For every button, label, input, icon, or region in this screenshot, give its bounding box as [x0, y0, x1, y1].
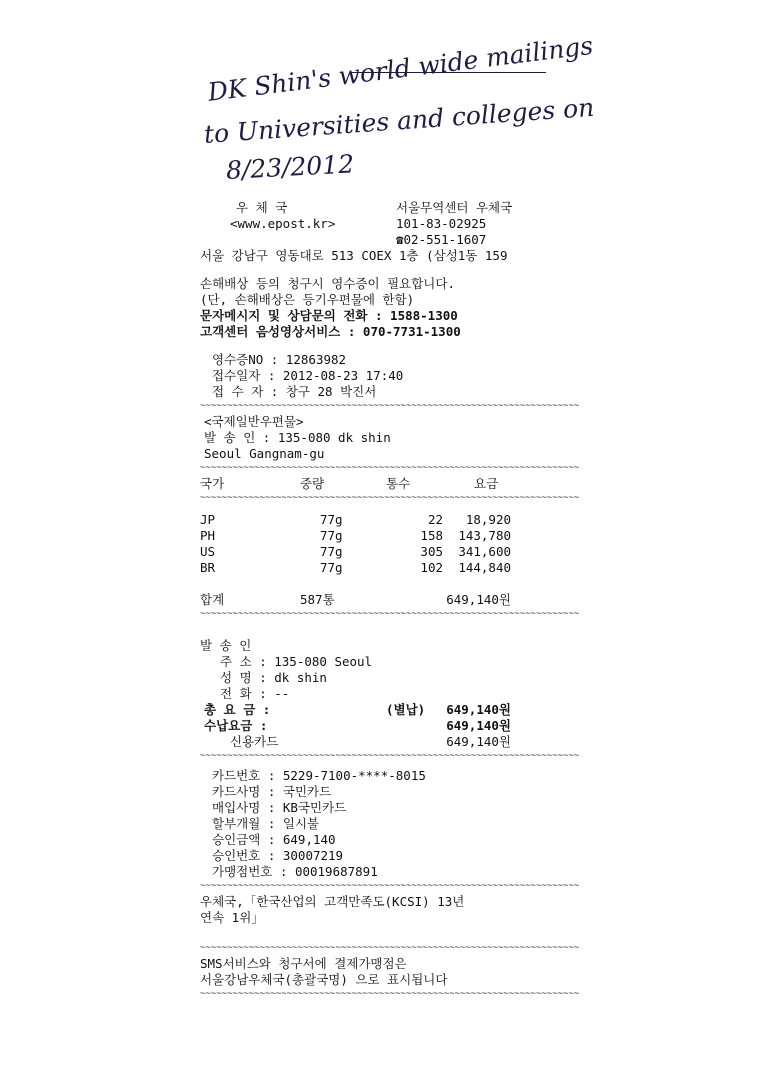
table-row: JP 77g 22 18,920: [200, 512, 511, 527]
separator: ~~~~~~~~~~~~~~~~~~~~~~~~~~~~~~~~~~~~~~~~~~~~~~~~~~~~~~~~~~~~~~~~~~~~~~: [200, 493, 580, 503]
header-row-4: [200, 248, 555, 264]
col-weight: 중량: [300, 476, 325, 491]
sender-block-title: 발 송 인: [200, 638, 252, 653]
sender-block-phone: 전 화 : --: [220, 686, 290, 701]
table-header: [200, 476, 555, 492]
receipt-clerk: 접 수 자 : 창구 28 박진서: [212, 384, 377, 399]
kcsi-line-2: 연속 1위」: [200, 910, 264, 925]
total-label: 합계: [200, 592, 225, 607]
handwritten-line-2: to Universities and colleges on: [202, 92, 596, 149]
separator: ~~~~~~~~~~~~~~~~~~~~~~~~~~~~~~~~~~~~~~~~~~~~~~~~~~~~~~~~~~~~~~~~~~~~~~: [200, 943, 580, 953]
credit-card-row: 신용카드 649,140원: [230, 734, 511, 749]
col-country: 국가: [200, 476, 225, 491]
card-installment: 할부개월 : 일시불: [212, 816, 320, 831]
sms-line-2: 서울강남우체국(총괄국명) 으로 표시됩니다: [200, 972, 448, 987]
card-merchant-number: 가맹점번호 : 00019687891: [212, 864, 378, 879]
total-count: 587통: [300, 592, 335, 607]
separator: ~~~~~~~~~~~~~~~~~~~~~~~~~~~~~~~~~~~~~~~~~~~~~~~~~~~~~~~~~~~~~~~~~~~~~~: [200, 401, 580, 411]
total-fee-row: 총 요 금 : (별납) 649,140원: [204, 702, 511, 717]
received-fee-row: 수납요금 : 649,140원: [204, 718, 511, 733]
notice-line-4: 고객센터 음성영상서비스 : 070-7731-1300: [200, 324, 461, 339]
kcsi-line-1: 우체국,「한국산업의 고객만족도(KCSI) 13년: [200, 894, 465, 909]
post-office-name: 우 체 국: [236, 200, 288, 215]
total-amount: 649,140원: [446, 592, 511, 607]
receipt-number: 영수증NO : 12863982: [212, 352, 347, 367]
separator: ~~~~~~~~~~~~~~~~~~~~~~~~~~~~~~~~~~~~~~~~~~~~~~~~~~~~~~~~~~~~~~~~~~~~~~: [200, 463, 580, 473]
handwritten-line-3: 8/23/2012: [225, 149, 355, 185]
office-name: 서울무역센터 우체국: [396, 200, 513, 215]
receipt-date: 접수일자 : 2012-08-23 17:40: [212, 368, 404, 383]
office-address: 서울 강남구 영동대로 513 COEX 1층 (삼성1동 159: [200, 248, 508, 263]
separator: ~~~~~~~~~~~~~~~~~~~~~~~~~~~~~~~~~~~~~~~~~~~~~~~~~~~~~~~~~~~~~~~~~~~~~~: [200, 751, 580, 761]
header-row-3: [200, 232, 555, 248]
header-row-2: [200, 216, 555, 232]
sms-line-1: SMS서비스와 청구서에 결제가맹점은: [200, 956, 407, 971]
separator: ~~~~~~~~~~~~~~~~~~~~~~~~~~~~~~~~~~~~~~~~~~~~~~~~~~~~~~~~~~~~~~~~~~~~~~: [200, 989, 580, 999]
card-approved-amount: 승인금액 : 649,140: [212, 832, 336, 847]
table-row: PH 77g 158 143,780: [200, 528, 511, 543]
sender-block-address: 주 소 : 135-080 Seoul: [220, 654, 373, 669]
col-count: 통수: [386, 476, 411, 491]
card-approval-number: 승인번호 : 30007219: [212, 848, 344, 863]
header-row-1: [200, 200, 555, 216]
sender-block-name: 성 명 : dk shin: [220, 670, 327, 685]
mail-type: <국제일반우편물>: [204, 414, 304, 429]
table-row: BR 77g 102 144,840: [200, 560, 511, 575]
sender-address: Seoul Gangnam-gu: [204, 446, 325, 461]
table-total: [200, 592, 555, 608]
col-fee: 요금: [474, 476, 499, 491]
card-company: 카드사명 : 국민카드: [212, 784, 332, 799]
table-row: US 77g 305 341,600: [200, 544, 511, 559]
notice-line-3: 문자메시지 및 상담문의 전화 : 1588-1300: [200, 308, 458, 323]
separator: ~~~~~~~~~~~~~~~~~~~~~~~~~~~~~~~~~~~~~~~~~~~~~~~~~~~~~~~~~~~~~~~~~~~~~~: [200, 609, 580, 619]
business-number: 101-83-02925: [396, 216, 487, 231]
sender-line: 발 송 인 : 135-080 dk shin: [204, 430, 391, 445]
card-number: 카드번호 : 5229-7100-****-8015: [212, 768, 426, 783]
handwritten-line-1: DK Shin's world wide mailings: [206, 30, 595, 107]
website: <www.epost.kr>: [230, 216, 336, 231]
separator: ~~~~~~~~~~~~~~~~~~~~~~~~~~~~~~~~~~~~~~~~~~~~~~~~~~~~~~~~~~~~~~~~~~~~~~: [200, 881, 580, 891]
office-phone: ☎02-551-1607: [396, 232, 487, 247]
notice-line-2: (단, 손해배상은 등기우편물에 한함): [200, 292, 415, 307]
postal-receipt: [200, 200, 580, 1002]
card-acquirer: 매입사명 : KB국민카드: [212, 800, 347, 815]
notice-line-1: 손해배상 등의 청구시 영수증이 필요합니다.: [200, 276, 455, 291]
